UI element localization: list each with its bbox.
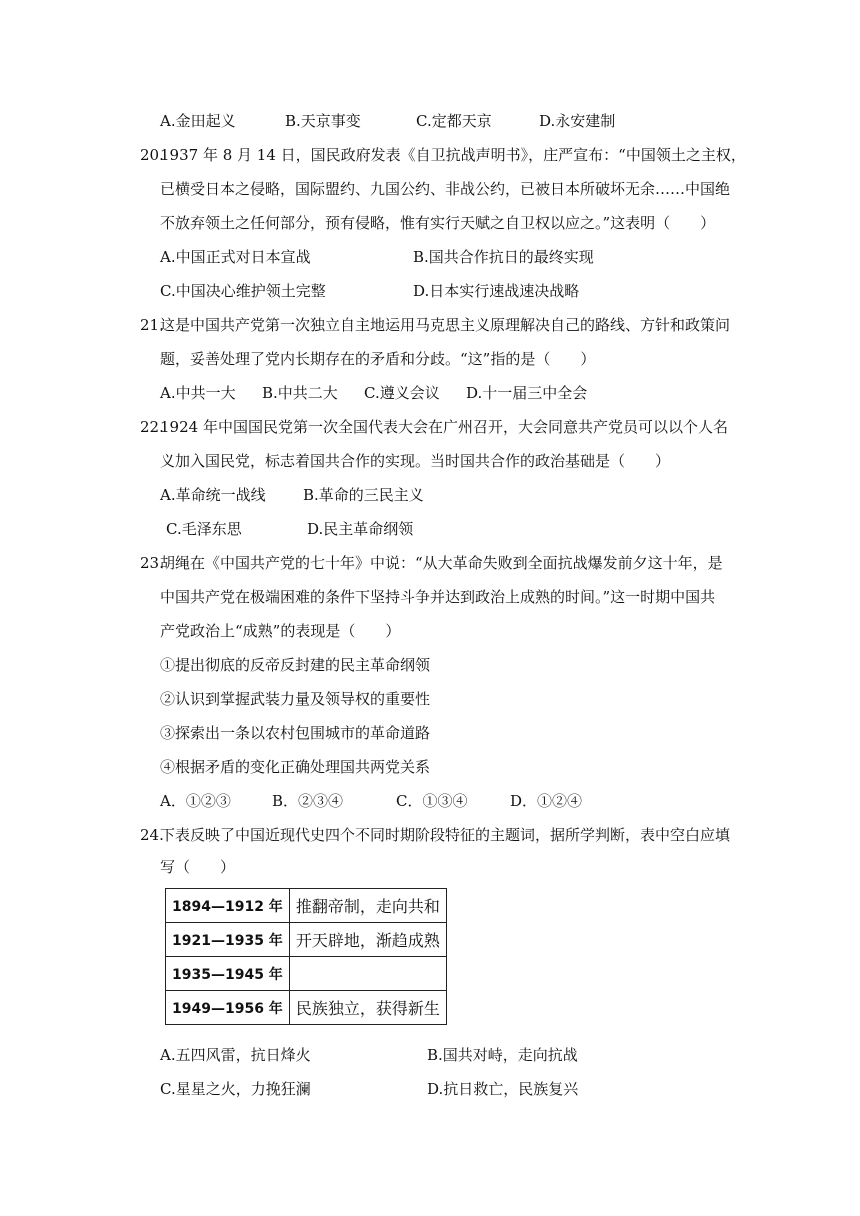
- period-cell: 1935—1945 年: [166, 957, 290, 991]
- q20-stem-line: 已横受日本之侵略，国际盟约、九国公约、非战公约，已被日本所破坏无余……中国绝: [160, 180, 731, 198]
- table-row: [166, 991, 447, 1025]
- table-row: [166, 923, 447, 957]
- q24-option-c: C.星星之火，力挽狂澜: [160, 1080, 311, 1098]
- q21-option-a: A.中共一大: [160, 384, 236, 402]
- period-cell: 1921—1935 年: [166, 923, 290, 957]
- q21-stem-line: 这是中国共产党第一次独立自主地运用马克思主义原理解决自己的路线、方针和政策问: [160, 316, 731, 334]
- theme-cell: 推翻帝制，走向共和: [289, 889, 446, 923]
- q23-number: 23.: [140, 554, 164, 572]
- theme-cell-blank: [289, 957, 446, 991]
- period-cell: 1949—1956 年: [166, 991, 290, 1025]
- q21-option-c: C.遵义会议: [364, 384, 440, 402]
- q23-item: ④根据矛盾的变化正确处理国共两党关系: [160, 758, 431, 776]
- q23-stem-line: 中国共产党在极端困难的条件下坚持斗争并达到政治上成熟的时间。”这一时期中国共: [160, 588, 716, 606]
- q22-option-d: D.民主革命纲领: [307, 520, 414, 538]
- q22-stem-line: 1924 年中国国民党第一次全国代表大会在广州召开，大会同意共产党员可以以个人名: [160, 418, 728, 436]
- table-row: [166, 957, 447, 991]
- q24-option-a: A.五四风雷，抗日烽火: [160, 1046, 311, 1064]
- q23-item: ①提出彻底的反帝反封建的民主革命纲领: [160, 656, 431, 674]
- table-row: [166, 889, 447, 923]
- q22-option-b: B.革命的三民主义: [303, 486, 424, 504]
- q23-option-d: D．①②④: [510, 792, 583, 810]
- q19-option-a: A.金田起义: [160, 112, 236, 130]
- q21-option-b: B.中共二大: [262, 384, 338, 402]
- q24-stem-line: 下表反映了中国近现代史四个不同时期阶段特征的主题词，据所学判断，表中空白应填: [160, 826, 731, 844]
- q19-option-c: C.定都天京: [416, 112, 492, 130]
- q22-option-c: C.毛泽东思: [166, 520, 242, 538]
- q24-option-d: D.抗日救亡，民族复兴: [427, 1080, 579, 1098]
- q20-number: 20.: [140, 146, 164, 164]
- q24-number: 24.: [140, 826, 164, 844]
- q22-number: 22.: [140, 418, 164, 436]
- q23-item: ②认识到掌握武装力量及领导权的重要性: [160, 690, 431, 708]
- period-theme-table: [165, 888, 447, 1025]
- q23-item: ③探索出一条以农村包围城市的革命道路: [160, 724, 431, 742]
- q23-option-c: C．①③④: [396, 792, 468, 810]
- q20-stem-line: 1937 年 8 月 14 日，国民政府发表《自卫抗战声明书》，庄严宣布：“中国领土之主权，: [160, 146, 746, 164]
- q20-option-a: A.中国正式对日本宣战: [160, 248, 311, 266]
- q22-stem-line: 义加入国民党，标志着国共合作的实现。当时国共合作的政治基础是（ ）: [160, 452, 671, 470]
- q21-number: 21.: [140, 316, 164, 334]
- q24-stem-line: 写（ ）: [160, 858, 236, 876]
- theme-cell: 开天辟地，渐趋成熟: [289, 923, 446, 957]
- q23-option-a: A．①②③: [160, 792, 231, 810]
- q20-option-c: C.中国决心维护领土完整: [160, 282, 326, 300]
- q20-option-d: D.日本实行速战速决战略: [413, 282, 580, 300]
- q19-option-d: D.永安建制: [539, 112, 616, 130]
- q24-option-b: B.国共对峙，走向抗战: [427, 1046, 578, 1064]
- period-cell: 1894—1912 年: [166, 889, 290, 923]
- q23-stem-line: 产党政治上“成熟”的表现是（ ）: [160, 622, 401, 640]
- q22-option-a: A.革命统一战线: [160, 486, 266, 504]
- q23-stem-line: 胡绳在《中国共产党的七十年》中说：“从大革命失败到全面抗战爆发前夕这十年，是: [160, 554, 723, 572]
- q20-stem-line: 不放弃领土之任何部分，预有侵略，惟有实行天赋之自卫权以应之。”这表明（ ）: [160, 214, 716, 232]
- theme-cell: 民族独立，获得新生: [289, 991, 446, 1025]
- q21-stem-line: 题，妥善处理了党内长期存在的矛盾和分歧。“这”指的是（ ）: [160, 350, 596, 368]
- q23-option-b: B．②③④: [272, 792, 344, 810]
- q19-option-b: B.天京事变: [285, 112, 361, 130]
- q21-option-d: D.十一届三中全会: [466, 384, 588, 402]
- q20-option-b: B.国共合作抗日的最终实现: [413, 248, 594, 266]
